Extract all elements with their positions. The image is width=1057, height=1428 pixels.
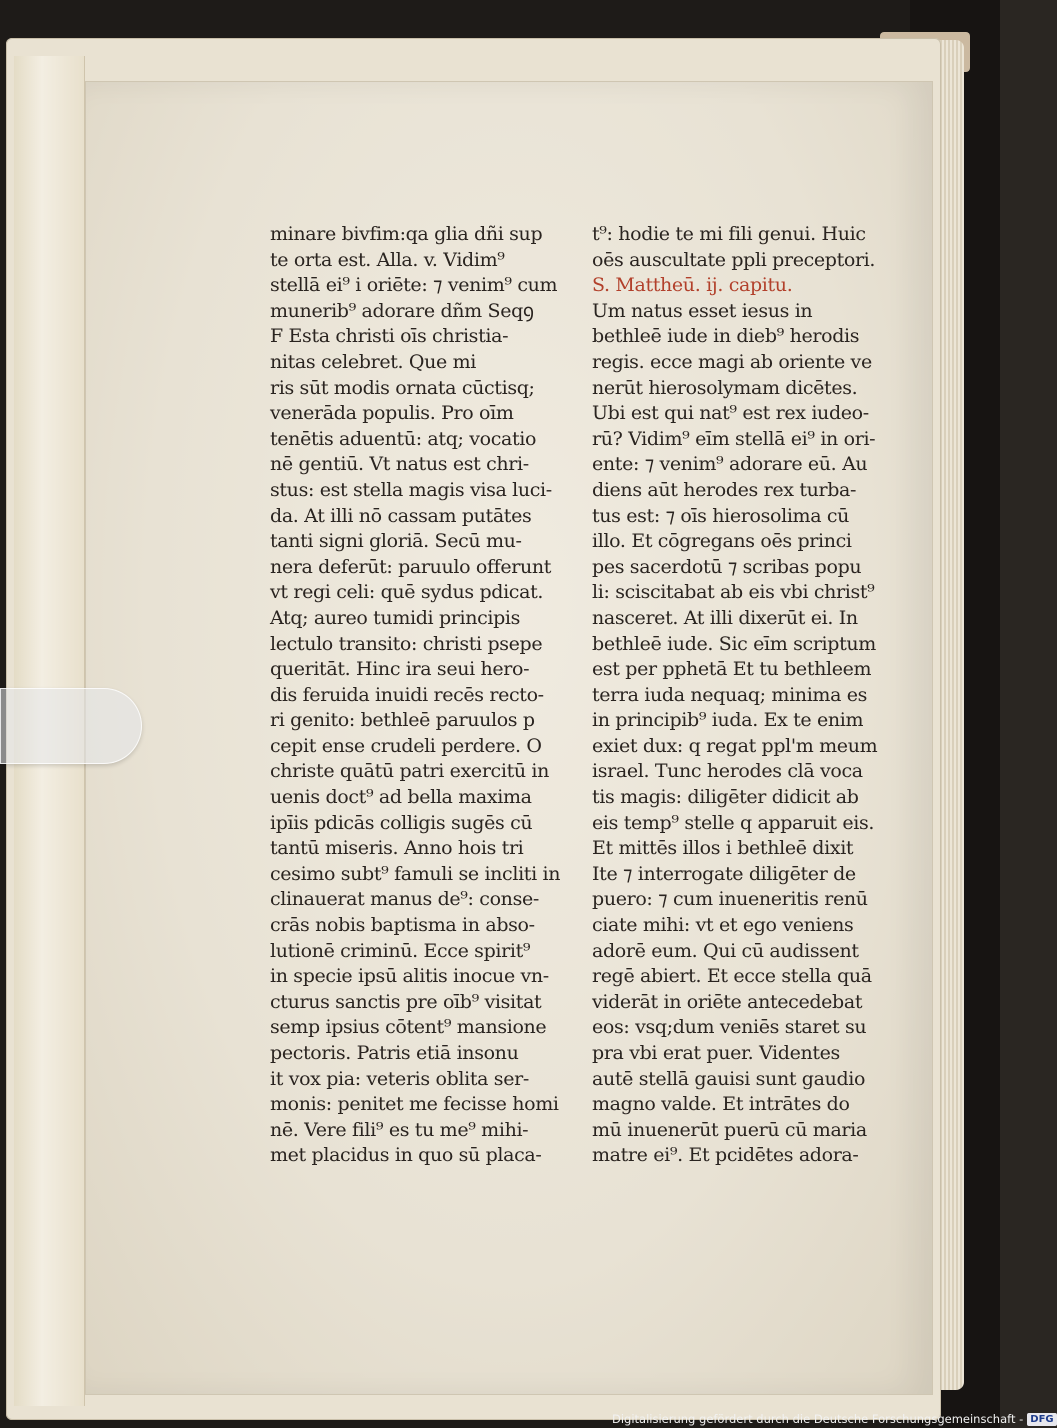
- text-line: eis temp⁹ stelle q apparuit eis.: [592, 811, 875, 834]
- text-line: nitas celebret. Que mi: [270, 350, 476, 373]
- text-line: ciate mihi: vt et ego veniens: [592, 914, 854, 937]
- text-line: tenētis aduentū: atq; vocatio: [270, 427, 537, 450]
- text-line: ris sūt modis ornata cūctisq;: [270, 376, 535, 399]
- text-line: crās nobis baptisma in abso-: [270, 914, 535, 937]
- text-line: cturus sanctis pre oīb⁹ visitat: [270, 990, 542, 1013]
- right-text-column: [592, 222, 902, 1169]
- text-line: mū inuenerūt puerū cū maria: [592, 1118, 867, 1141]
- text-line: da. At illi nō cassam putātes: [270, 504, 532, 527]
- text-line: israel. Tunc herodes clā voca: [592, 760, 863, 783]
- text-line: met placidus in quo sū placa-: [270, 1144, 542, 1167]
- text-line: ri genito: bethleē paruulos p: [270, 709, 535, 732]
- rubric-heading: S. Mattheū. ij. capitu.: [592, 274, 793, 297]
- text-line: te orta est. Alla. v. Vidim⁹: [270, 248, 505, 271]
- text-line: queritāt. Hinc ira seui hero-: [270, 658, 530, 681]
- text-line: regis. ecce magi ab oriente ve: [592, 350, 872, 373]
- text-line: pectoris. Patris etiā insonu: [270, 1042, 519, 1064]
- text-line: eos: vsq;dum veniēs staret su: [592, 1016, 867, 1039]
- dfg-logo: DFG: [1027, 1413, 1056, 1426]
- text-line: cepit ense crudeli perdere. O: [270, 734, 542, 757]
- text-line: it vox pia: veteris oblita ser-: [270, 1067, 529, 1090]
- text-line: matre ei⁹. Et pcidētes adora-: [592, 1144, 859, 1167]
- text-line: pra vbi erat puer. Videntes: [592, 1042, 840, 1064]
- text-line: adorē eum. Qui cū audissent: [592, 939, 859, 962]
- text-line: tis magis: diligēter didicit ab: [592, 786, 859, 809]
- text-line: venerāda populis. Pro oīm: [270, 402, 514, 425]
- text-line: nē. Vere fili⁹ es tu me⁹ mihi-: [270, 1118, 529, 1141]
- text-line: nerūt hierosolymam dicētes.: [592, 376, 858, 399]
- text-line: semp ipsius cōtent⁹ mansione: [270, 1016, 547, 1039]
- left-text-column: [270, 222, 578, 1169]
- text-line: nasceret. At illi dixerūt ei. In: [592, 606, 858, 629]
- text-line: illo. Et cōgregans oēs princi: [592, 530, 852, 553]
- text-line: vt regi celi: quē sydus pdicat.: [270, 581, 544, 604]
- text-line: monis: penitet me fecisse homi: [270, 1093, 559, 1116]
- text-line: nē gentiū. Vt natus est chri-: [270, 453, 529, 476]
- text-line: ente: ⁊ venim⁹ adorare eū. Au: [592, 453, 868, 476]
- text-line: magno valde. Et intrātes do: [592, 1093, 850, 1116]
- text-line: cesimo subt⁹ famuli se incliti in: [270, 862, 561, 885]
- text-line: terra iuda nequaq; minima es: [592, 683, 868, 706]
- text-line: t⁹: hodie te mi fili genui. Huic: [592, 223, 866, 245]
- text-line: exiet dux: q regat ppl'm meum: [592, 734, 878, 757]
- text-line: rū? Vidim⁹ eīm stellā ei⁹ in ori-: [592, 427, 876, 450]
- text-line: pes sacerdotū ⁊ scribas popu: [592, 555, 862, 578]
- text-line: christe quātū patri exercitū in: [270, 760, 550, 783]
- page-marker-tab: [0, 688, 142, 764]
- text-line: dis feruida inuidi recēs recto-: [270, 683, 544, 706]
- text-line: uenis doct⁹ ad bella maxima: [270, 786, 532, 809]
- text-line: F Esta christi oīs christia-: [270, 325, 509, 348]
- text-line: in principib⁹ iuda. Ex te enim: [592, 709, 864, 732]
- text-line: autē stellā gauisi sunt gaudio: [592, 1067, 866, 1090]
- text-line: stus: est stella magis visa luci-: [270, 478, 552, 501]
- text-line: clinauerat manus de⁹: conse-: [270, 888, 539, 911]
- text-line: ipīis pdicās colligis sugēs cū: [270, 811, 533, 834]
- text-line: in specie ipsū alitis inocue vn-: [270, 965, 549, 988]
- text-line: bethleē iude in dieb⁹ herodis: [592, 325, 860, 348]
- text-line: Ite ⁊ interrogate diligēter de: [592, 862, 856, 885]
- text-line: minare bivfim:qa glia dñi sup: [270, 223, 543, 245]
- digitization-credit: [612, 1410, 1057, 1428]
- text-line: oēs auscultate ppli preceptori.: [592, 248, 876, 271]
- text-line: regē abiert. Et ecce stella quā: [592, 965, 872, 988]
- text-line: est per pphetā Et tu bethleem: [592, 658, 872, 681]
- credit-text: Digitalisierung gefördert durch die Deutsche Forschungsgemeinschaft -: [612, 1412, 1024, 1426]
- text-line: Atq; aureo tumidi principis: [270, 606, 521, 629]
- text-line: Ubi est qui nat⁹ est rex iudeo-: [592, 402, 869, 425]
- text-line: lutionē criminū. Ecce spirit⁹: [270, 939, 531, 962]
- text-line: viderāt in oriēte antecedebat: [592, 990, 863, 1013]
- text-line: Um natus esset iesus in: [592, 299, 813, 322]
- text-line: diens aūt herodes rex turba-: [592, 478, 857, 501]
- text-line: Et mittēs illos i bethleē dixit: [592, 837, 854, 860]
- text-line: bethleē iude. Sic eīm scriptum: [592, 632, 876, 655]
- text-line: stellā ei⁹ i oriēte: ⁊ venim⁹ cum: [270, 274, 558, 297]
- text-line: puero: ⁊ cum inueneritis renū: [592, 888, 868, 911]
- text-line: tantū miseris. Anno hois tri: [270, 837, 524, 860]
- text-line: munerib⁹ adorare dñm Seqꝯ: [270, 299, 534, 322]
- text-line: tanti signi gloriā. Secū mu-: [270, 530, 522, 553]
- text-line: lectulo transito: christi psepe: [270, 632, 543, 655]
- text-line: li: sciscitabat ab eis vbi christ⁹: [592, 581, 875, 604]
- text-line: nera deferūt: paruulo offerunt: [270, 555, 552, 578]
- text-line: tus est: ⁊ oīs hierosolima cū: [592, 504, 850, 527]
